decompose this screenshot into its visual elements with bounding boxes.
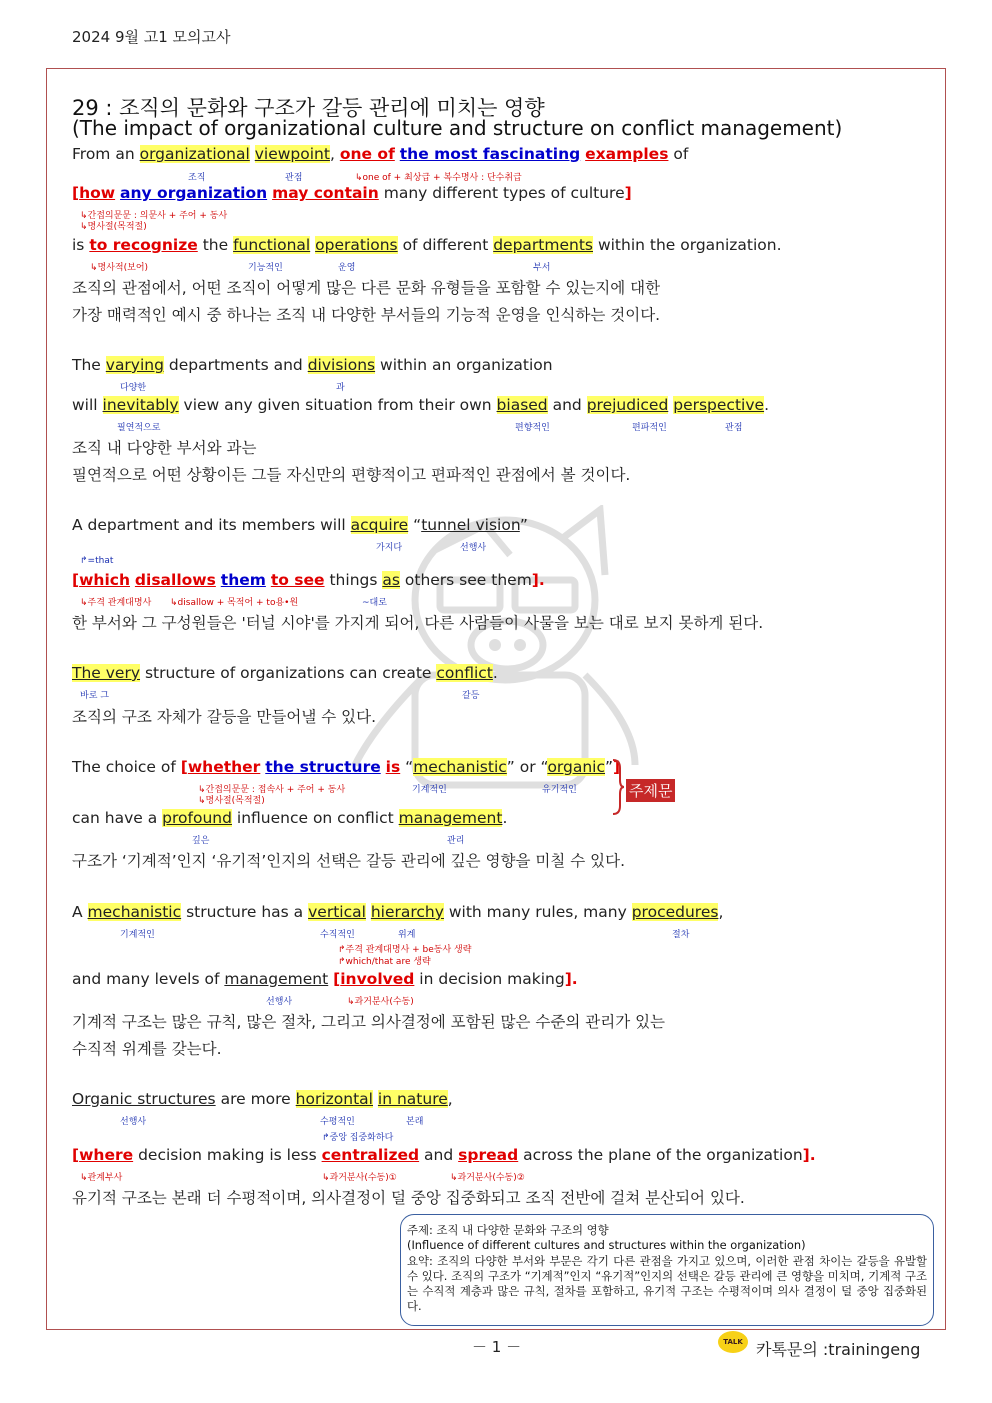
gloss-grammar: ↳주격 관계대명사	[80, 598, 152, 608]
highlight-word: management	[398, 809, 503, 827]
korean-translation: 수직적 위계를 갖는다.	[72, 1040, 222, 1058]
red-word: centralized	[321, 1146, 420, 1164]
gloss-grammar: ↳one of + 최상급 + 복수명사 : 단수취급	[355, 173, 522, 183]
text: within an organization	[380, 356, 553, 374]
s1-line2	[72, 184, 632, 202]
red-word: where	[79, 1146, 134, 1164]
gloss: 기계적인	[412, 785, 447, 795]
text: decision making is less	[138, 1146, 317, 1164]
s2-line1	[72, 356, 553, 374]
gloss: 관점	[725, 423, 743, 433]
highlight-word: viewpoint	[254, 145, 330, 163]
s1-line3	[72, 236, 782, 254]
blue-word: them	[220, 571, 266, 589]
highlight-word: acquire	[350, 516, 409, 534]
s6-line1	[72, 903, 723, 921]
red-word: disallows	[134, 571, 216, 589]
korean-translation: 구조가 ‘기계적’인지 ‘유기적’인지의 선택은 갈등 관리에 깊은 영향을 미칠 수 있다.	[72, 852, 626, 870]
underlined-word: Organic structures	[72, 1090, 216, 1108]
highlight-word: horizontal	[295, 1090, 373, 1108]
summary-topic-english: (Influence of different cultures and structures within the organization)	[407, 1238, 806, 1253]
bracket: ].	[564, 970, 578, 988]
s3-line2	[72, 571, 545, 589]
highlight-word: varying	[105, 356, 164, 374]
text: in decision making	[419, 970, 565, 988]
text: and	[552, 396, 582, 414]
s7-line2	[72, 1146, 816, 1164]
bracket: [	[72, 571, 80, 589]
gloss-grammar: ↳과거분사(수동)	[347, 997, 414, 1007]
text: influence on conflict	[236, 809, 394, 827]
s1-line1	[72, 145, 688, 163]
text: “	[405, 758, 414, 776]
underlined-word: tunnel vision	[421, 516, 520, 534]
text: and many levels of	[72, 970, 220, 988]
gloss-grammar: ↳과거분사(수동)①	[322, 1173, 397, 1183]
gloss-grammar: ↱주격 관계대명사 + be동사 생략	[338, 945, 472, 955]
summary-text: 요약: 조직의 다양한 부서와 부문은 각기 다른 관점을 가지고 있으며, 이러한 관점 차이는 갈등을 유발할 수 있다. 조직의 구조가 “기계적”인지 “유기적”인지의 선택은 갈등 관리에 큰 영향을 미치며, 기계적 구조는 수직적 계층과 많은 규칙, 절차를 포함하고, 유기적 구조는 수평적이며 의사 결정이 덜 중앙 집중화된다.	[407, 1253, 927, 1314]
highlight-word: hierarchy	[370, 903, 444, 921]
red-word: spread	[458, 1146, 519, 1164]
korean-translation: 유기적 구조는 본래 더 수평적이며, 의사결정이 덜 중앙 집중화되고 조직 전반에 걸쳐 분산되어 있다.	[72, 1189, 745, 1207]
gloss-grammar: ↳과거분사(수동)②	[450, 1173, 525, 1183]
text: view any given situation from their own	[183, 396, 492, 414]
gloss: 운영	[338, 263, 356, 273]
gloss-grammar: ↳명사적(보어)	[90, 263, 149, 273]
gloss: 선행사	[460, 543, 487, 553]
gloss-grammar: ↳명사절(목적절)	[198, 796, 265, 806]
text: can have a	[72, 809, 158, 827]
red-word: one of	[339, 145, 395, 163]
gloss-grammar: ↳간접의문문 : 접속사 + 주어 + 동사	[198, 785, 346, 795]
korean-translation: 가장 매력적인 예시 중 하나는 조직 내 다양한 부서들의 기능적 운영을 인식하는 것이다.	[72, 306, 661, 324]
highlight-word: procedures	[631, 903, 719, 921]
title-english: (The impact of organizational culture and structure on conflict management)	[72, 116, 843, 140]
bracket: [	[72, 1146, 80, 1164]
gloss: 선행사	[120, 1117, 147, 1127]
gloss: 부서	[533, 263, 551, 273]
bracket: ].	[531, 571, 545, 589]
gloss: ↱=that	[80, 556, 114, 566]
gloss: 다양한	[120, 383, 147, 393]
text: and	[424, 1146, 454, 1164]
highlight-word: as	[382, 571, 400, 589]
gloss: 절차	[672, 930, 690, 940]
text: with many rules, many	[448, 903, 627, 921]
red-word: whether	[187, 758, 261, 776]
page-number: － 1 －	[472, 1338, 522, 1356]
text: The	[72, 356, 101, 374]
gloss: 수직적인	[320, 930, 355, 940]
highlight-word: vertical	[308, 903, 366, 921]
gloss: 바로 그	[80, 691, 109, 701]
text: is	[72, 236, 85, 254]
gloss: 수평적인	[320, 1117, 355, 1127]
s5-line2	[72, 809, 507, 827]
s5-line1	[72, 758, 620, 776]
text: structure of organizations can create	[144, 664, 432, 682]
gloss: 관리	[447, 836, 465, 846]
highlight-word: organizational	[139, 145, 250, 163]
text: are more	[220, 1090, 291, 1108]
text: many different types of culture	[383, 184, 625, 202]
red-word: may contain	[272, 184, 379, 202]
red-word: to see	[270, 571, 325, 589]
highlight-word: organic	[547, 758, 606, 776]
text: ”	[519, 516, 528, 534]
red-word: how	[79, 184, 116, 202]
text: ,	[718, 903, 724, 921]
blue-word: any organization	[120, 184, 268, 202]
korean-translation: 기계적 구조는 많은 규칙, 많은 절차, 그리고 의사결정에 포함된 많은 수준의 관리가 있는	[72, 1013, 666, 1031]
highlight-word: conflict	[436, 664, 493, 682]
red-word: which	[79, 571, 130, 589]
highlight-word: divisions	[307, 356, 376, 374]
text: “	[413, 516, 422, 534]
gloss: 과	[336, 383, 345, 393]
highlight-word: operations	[315, 236, 398, 254]
text: of different	[402, 236, 489, 254]
highlight-word: mechanistic	[413, 758, 507, 776]
highlight-word: mechanistic	[87, 903, 182, 921]
gloss: 편파적인	[632, 423, 667, 433]
gloss-grammar: ↳명사절(목적절)	[80, 222, 147, 232]
text: A department and its members will	[72, 516, 346, 534]
text: things	[329, 571, 378, 589]
gloss: 유기적인	[542, 785, 577, 795]
gloss: 기계적인	[120, 930, 155, 940]
bracket: ]	[613, 758, 621, 776]
text: of	[673, 145, 689, 163]
gloss-grammar: ↳disallow + 목적어 + to용•원	[170, 598, 299, 608]
text: ”	[605, 758, 614, 776]
korean-translation: 한 부서와 그 구성원들은 '터널 시야'를 가지게 되어, 다른 사람들이 사물을 보는 대로 보지 못하게 된다.	[72, 614, 764, 632]
summary-box	[400, 1214, 934, 1326]
text: ,	[329, 145, 335, 163]
text: .	[492, 664, 498, 682]
red-word: involved	[340, 970, 415, 988]
gloss: ~대로	[362, 598, 387, 608]
s3-line1	[72, 516, 528, 534]
blue-word: the structure	[265, 758, 381, 776]
text: The choice of	[72, 758, 176, 776]
gloss-grammar: ↳간접의문문 : 의문사 + 주어 + 동사	[80, 211, 228, 221]
text: will	[72, 396, 98, 414]
highlight-word: biased	[496, 396, 548, 414]
page-header: 2024 9월 고1 모의고사	[72, 28, 231, 46]
highlight-word: The very	[72, 664, 141, 682]
gloss-grammar: ↳관계부사	[80, 1173, 123, 1183]
gloss: 위계	[398, 930, 416, 940]
underlined-word: management	[224, 970, 329, 988]
topic-sentence-badge: 주제문	[626, 779, 675, 802]
gloss: ↱중앙 집중화하다	[322, 1133, 394, 1143]
gloss: 본래	[406, 1117, 424, 1127]
gloss: 관점	[285, 173, 303, 183]
gloss-grammar: ↱which/that are 생략	[338, 957, 431, 967]
gloss: 선행사	[266, 997, 293, 1007]
text: A	[72, 903, 83, 921]
s4-line1	[72, 664, 498, 682]
text: .	[502, 809, 508, 827]
korean-translation: 조직의 구조 자체가 갈등을 만들어낼 수 있다.	[72, 708, 377, 726]
text: within the organization.	[597, 236, 782, 254]
bracket: [	[72, 184, 80, 202]
korean-translation: 조직 내 다양한 부서와 과는	[72, 439, 257, 457]
summary-topic: 주제: 조직 내 다양한 문화와 구조의 영향	[407, 1223, 609, 1237]
korean-translation: 필연적으로 어떤 상황이든 그들 자신만의 편향적이고 편파적인 관점에서 볼 것이다.	[72, 466, 631, 484]
s6-line2	[72, 970, 578, 988]
text: the	[202, 236, 229, 254]
text: ” or “	[506, 758, 548, 776]
text: across the plane of the organization	[523, 1146, 803, 1164]
gloss: 깊은	[192, 836, 210, 846]
gloss: 기능적인	[248, 263, 283, 273]
text: .	[764, 396, 769, 414]
gloss: 조직	[188, 173, 206, 183]
title-korean: 29 : 조직의 문화와 구조가 갈등 관리에 미치는 영향	[72, 96, 545, 120]
highlight-word: prejudiced	[586, 396, 669, 414]
text: others see them	[404, 571, 532, 589]
gloss: 필연적으로	[117, 423, 161, 433]
text: structure has a	[186, 903, 304, 921]
text: departments and	[168, 356, 303, 374]
highlight-word: departments	[493, 236, 593, 254]
text: From an	[72, 145, 135, 163]
highlight-word: in nature	[377, 1090, 448, 1108]
text: ,	[447, 1090, 453, 1108]
bracket: [	[333, 970, 341, 988]
blue-word: the most fascinating	[399, 145, 581, 163]
gloss: 가지다	[376, 543, 403, 553]
bracket: ]	[624, 184, 632, 202]
red-word: is	[385, 758, 401, 776]
korean-translation: 조직의 관점에서, 어떤 조직이 어떻게 많은 다른 문화 유형들을 포함할 수 있는지에 대한	[72, 279, 661, 297]
red-word: examples	[585, 145, 669, 163]
highlight-word: functional	[233, 236, 311, 254]
bracket: ].	[802, 1146, 816, 1164]
highlight-word: inevitably	[102, 396, 179, 414]
curly-brace-icon	[611, 758, 625, 816]
red-word: to recognize	[89, 236, 198, 254]
kakaotalk-contact: 카톡문의 :trainingeng	[756, 1340, 921, 1359]
highlight-word: profound	[162, 809, 232, 827]
gloss: 편향적인	[515, 423, 550, 433]
s7-line1	[72, 1090, 453, 1108]
s2-line2	[72, 396, 769, 414]
gloss: 갈등	[462, 691, 480, 701]
highlight-word: perspective	[673, 396, 765, 414]
bracket: [	[180, 758, 188, 776]
kakaotalk-icon: TALK	[718, 1331, 748, 1353]
